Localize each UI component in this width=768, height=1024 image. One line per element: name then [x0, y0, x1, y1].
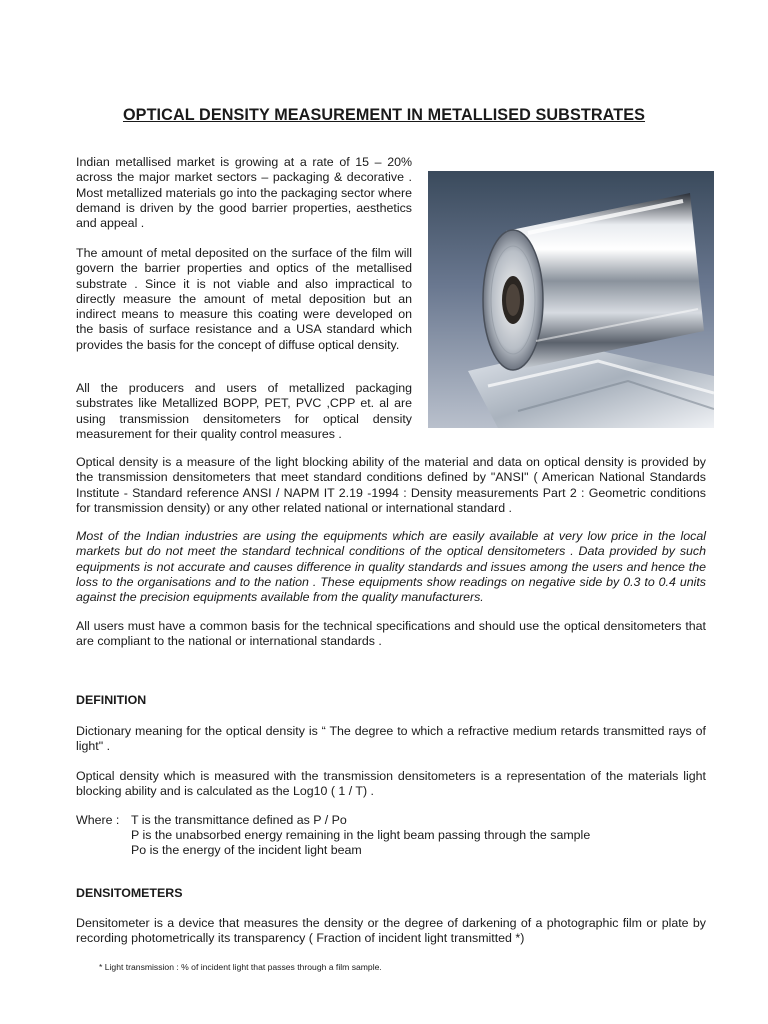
densitometers-paragraph: Densitometer is a device that measures the density or the degree of darkening of a photographic film or plate by recording photometrically its transparency ( Fraction of incident light transmitted *): [76, 916, 706, 946]
producers-paragraph: All the producers and users of metallized packaging substrates like Metallized BOPP, PET, PVC ,CPP et. al are using transmission densitometers for optical density measurement for their quality control measures .: [76, 381, 412, 441]
where-line-t: T is the transmittance defined as P / Po: [131, 813, 347, 827]
definition-heading: DEFINITION: [76, 693, 147, 707]
optical-density-paragraph: Optical density is a measure of the light blocking ability of the material and data on optical density is provided by the transmission densitometers that meet standard conditions defined by "ANSI" ( American National Standards Institute - Standard reference ANSI / NAPM IT 2.19 -1994 : Density measurements Part 2 : Geometric conditions for transmission density) or any other related national or international standard .: [76, 455, 706, 515]
where-line-p: P is the unabsorbed energy remaining in the light beam passing through the sample: [131, 828, 591, 842]
common-basis-paragraph: All users must have a common basis for the technical specifications and should use the optical densitometers that are compliant to the national or international standards .: [76, 619, 706, 649]
page-title: OPTICAL DENSITY MEASUREMENT IN METALLISED SUBSTRATES: [122, 106, 646, 124]
where-line-po: Po is the energy of the incident light beam: [131, 843, 362, 857]
indian-industries-paragraph: Most of the Indian industries are using the equipments which are easily available at very low price in the local markets but do not meet the standard technical conditions of the optical densitometers . Data provided by such equipments is not accurate and causes difference in quality standards and issues among the users and hence the loss to the organisations and to the nation . These equipments show readings on negative side by 0.3 to 0.4 units against the precision equipments available from the quality manufacturers.: [76, 529, 706, 605]
intro-paragraph: Indian metallised market is growing at a rate of 15 – 20% across the major market sectors – packaging & decorative . Most metallized materials go into the packaging sector where demand is driven by the good barrier properties, aesthetics and appeal .: [76, 155, 412, 231]
metal-deposition-paragraph: The amount of metal deposited on the surface of the film will govern the barrier properties and optics of the metallised substrate . Since it is not viable and also impractical to directly measure the amount of metal deposition but an indirect means to measure this coating were developed on the basis of surface resistance and a USA standard which provides the basis for the concept of diffuse optical density.: [76, 246, 412, 352]
densitometers-heading: DENSITOMETERS: [76, 886, 183, 900]
where-label: Where :: [76, 813, 120, 827]
footnote: * Light transmission : % of incident light that passes through a film sample.: [99, 962, 382, 972]
definition-dictionary-paragraph: Dictionary meaning for the optical density is “ The degree to which a refractive medium retards transmitted rays of light" .: [76, 724, 706, 754]
metallised-film-roll-image: [428, 171, 714, 428]
definition-od-paragraph: Optical density which is measured with the transmission densitometers is a representation of the materials light blocking ability and is calculated as the Log10 ( 1 / T) .: [76, 769, 706, 799]
